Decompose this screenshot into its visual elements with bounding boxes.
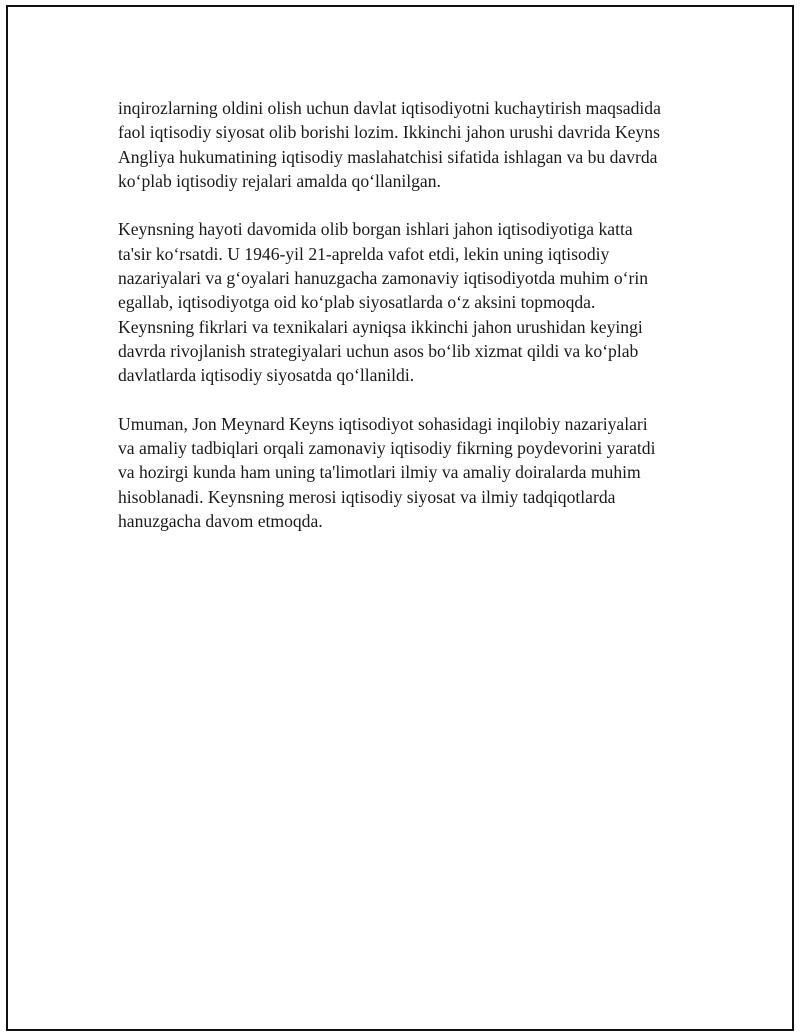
text-line: ta'sir ko‘rsatdi. U 1946-yil 21-aprelda vafot etdi, lekin uning iqtisodiy bbox=[118, 243, 610, 264]
text-line: Angliya hukumatining iqtisodiy maslahatchisi sifatida ishlagan va bu davrda bbox=[118, 146, 658, 167]
text-line: Umuman, Jon Meynard Keyns iqtisodiyot sohasidagi inqilobiy nazariyalari bbox=[118, 413, 648, 434]
text-line: Keynsning fikrlari va texnikalari ayniqsa ikkinchi jahon urushidan keyingi bbox=[118, 316, 643, 337]
paragraph-1 bbox=[118, 96, 692, 193]
text-line: davrda rivojlanish strategiyalari uchun asos bo‘lib xizmat qildi va ko‘plab bbox=[118, 340, 639, 361]
text-line: va amaliy tadbiqlari orqali zamonaviy iqtisodiy fikrning poydevorini yaratdi bbox=[118, 438, 656, 459]
paragraph-3 bbox=[118, 412, 692, 533]
text-line: inqirozlarning oldini olish uchun davlat iqtisodiyotni kuchaytirish maqsadida bbox=[118, 98, 661, 118]
text-line: nazariyalari va g‘oyalari hanuzgacha zamonaviy iqtisodiyotda muhim o‘rin bbox=[118, 268, 649, 289]
text-line: faol iqtisodiy siyosat olib borishi lozim. Ikkinchi jahon urushi davrida Keyns bbox=[118, 122, 660, 143]
text-line: va hozirgi kunda ham uning ta'limotlari ilmiy va amaliy doiralarda muhim bbox=[118, 462, 641, 483]
text-line: Keynsning hayoti davomida olib borgan ishlari jahon iqtisodiyotiga katta bbox=[118, 219, 633, 240]
paragraph-2 bbox=[118, 217, 692, 387]
document-body bbox=[118, 96, 692, 558]
text-line: davlatlarda iqtisodiy siyosatda qo‘llanildi. bbox=[118, 365, 415, 386]
text-line: hisoblanadi. Keynsning merosi iqtisodiy siyosat va ilmiy tadqiqotlarda bbox=[118, 486, 616, 507]
text-line: ko‘plab iqtisodiy rejalari amalda qo‘llanilgan. bbox=[118, 170, 441, 191]
text-line: hanuzgacha davom etmoqda. bbox=[118, 511, 323, 532]
text-line: egallab, iqtisodiyotga oid ko‘plab siyosatlarda o‘z aksini topmoqda. bbox=[118, 292, 596, 313]
document-page bbox=[6, 5, 794, 1031]
